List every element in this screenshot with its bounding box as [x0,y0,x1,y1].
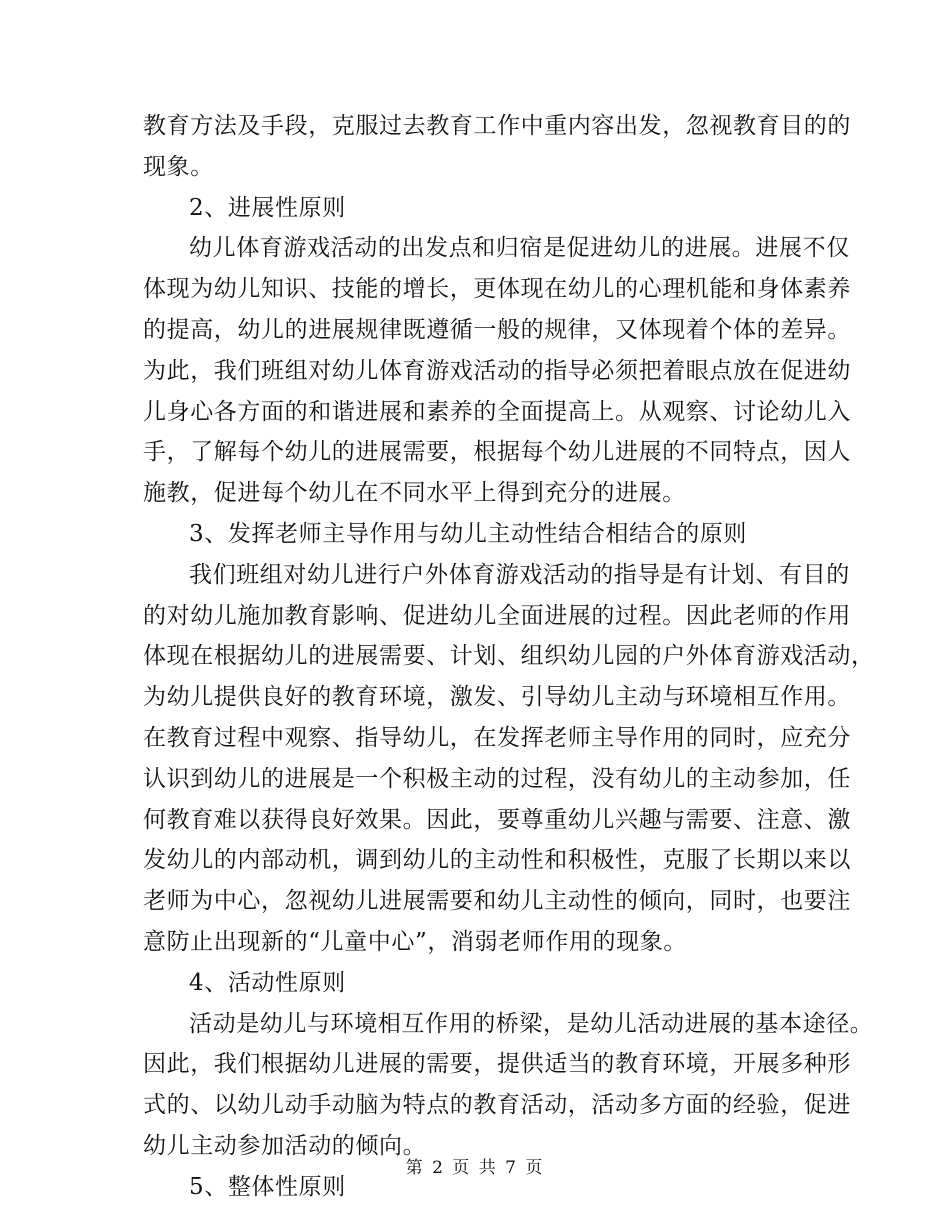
page-footer: 第 2 页 共 7 页 [405,1158,545,1178]
text-line: 我们班组对幼儿进行户外体育游戏活动的指导是有计划、有目的 [189,561,850,588]
text-line: 的对幼儿施加教育影响、促进幼儿全面进展的过程。因此老师的作用 [143,602,851,629]
text-line: 的提高，幼儿的进展规律既遵循一般的规律，又体现着个体的差异。 [143,316,851,343]
text-line: 幼儿体育游戏活动的出发点和归宿是促进幼儿的进展。进展不仅 [189,235,850,262]
text-line: 式的、以幼儿动手动脑为特点的教育活动，活动多方面的经验，促进 [143,1092,851,1119]
text-line: 体现在根据幼儿的进展需要、计划、组织幼儿园的户外体育游戏活动， [143,643,875,670]
document-body [143,106,875,1208]
text-line: 认识到幼儿的进展是一个积极主动的过程，没有幼儿的主动参加，任 [143,765,851,792]
text-line: 2、进展性原则 [189,194,346,221]
text-line: 手，了解每个幼儿的进展需要，根据每个幼儿进展的不同特点，因人 [143,439,851,466]
text-line: 因此，我们根据幼儿进展的需要，提供适当的教育环境，开展多种形 [143,1051,851,1078]
text-line: 现象。 [143,153,214,180]
text-line: 3、发挥老师主导作用与幼儿主动性结合相结合的原则 [189,520,748,547]
text-line: 何教育难以获得良好效果。因此，要尊重幼儿兴趣与需要、注意、激 [143,806,851,833]
text-line: 4、活动性原则 [189,969,346,996]
text-line: 发幼儿的内部动机，调到幼儿的主动性和积极性，克服了长期以来以 [143,847,851,874]
text-line: 教育方法及手段，克服过去教育工作中重内容出发，忽视教育目的的 [143,113,851,139]
text-line: 儿身心各方面的和谐进展和素养的全面提高上。从观察、讨论幼儿入 [143,398,851,425]
text-line: 活动是幼儿与环境相互作用的桥梁，是幼儿活动进展的基本途径。 [189,1010,874,1037]
text-line: 体现为幼儿知识、技能的增长，更体现在幼儿的心理机能和身体素养 [143,276,851,303]
text-line: 在教育过程中观察、指导幼儿，在发挥老师主导作用的同时，应充分 [143,724,851,751]
text-line: 幼儿主动参加活动的倾向。 [143,1132,427,1159]
text-line: 意防止出现新的“儿童中心”，消弱老师作用的现象。 [143,928,687,955]
text-line: 5、整体性原则 [189,1173,346,1200]
text-line: 为幼儿提供良好的教育环境，激发、引导幼儿主动与环境相互作用。 [143,684,851,711]
text-line: 施教，促进每个幼儿在不同水平上得到充分的进展。 [143,480,686,507]
text-line: 老师为中心，忽视幼儿进展需要和幼儿主动性的倾向，同时，也要注 [143,888,851,915]
text-line: 为此，我们班组对幼儿体育游戏活动的指导必须把着眼点放在促进幼 [143,357,851,384]
